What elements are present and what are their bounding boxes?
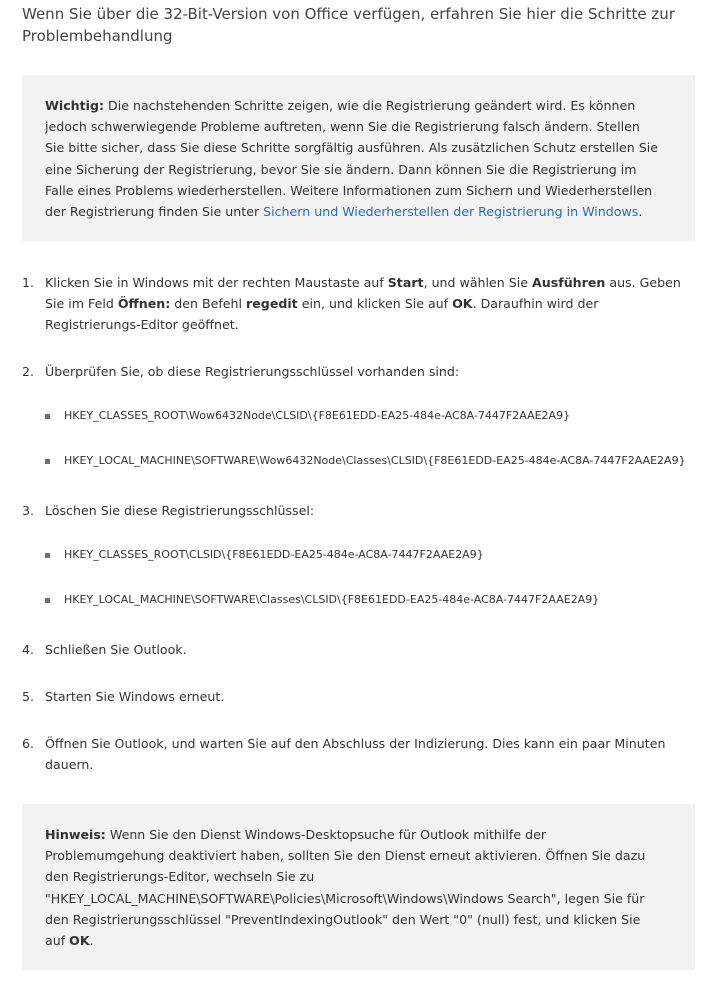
step-emphasis: Öffnen: [117, 296, 171, 312]
square-bullet-icon [45, 459, 50, 464]
step-text: Überprüfen Sie, ob diese Registrierungsschlüssel vorhanden sind: [45, 364, 460, 379]
step-emphasis: regedit [246, 296, 298, 312]
section-heading: Wenn Sie über die 32-Bit-Version von Office verfügen, erfahren Sie hier die Schritte zur Problembehandlung [22, 5, 675, 45]
step-number: 4. [22, 642, 35, 657]
step-text: Öffnen Sie Outlook, und warten Sie auf den Abschluss der Indizierung. Dies kann ein paar Minuten dauern. [45, 736, 666, 773]
important-note-text: Die nachstehenden Schritte zeigen, wie die Registrierung geändert wird. Es können jedoch schwerwiegende Probleme auftreten, wenn Sie die Registrierung falsch ändern. Stellen Sie bitte sicher, dass Sie diese Schritte sorgfältig ausführen. Als zusätzlichen Schutz erstellen Sie eine Sicherung der Registrierung, bevor Sie sie ändern. Dann können Sie die Registrierung im Falle eines Problems wiederherstellen. Weitere Informationen zum Sichern und Wiederherstellen der Registrierung finden Sie unter [45, 98, 659, 220]
step-emphasis: Start [387, 275, 424, 290]
square-bullet-icon [45, 553, 50, 558]
backup-registry-link[interactable]: Sichern und Wiederherstellen der Registrierung in Windows [263, 204, 639, 220]
step-number: 6. [22, 736, 35, 751]
registry-key: HKEY_LOCAL_MACHINE\SOFTWARE\Wow6432Node\Classes\CLSID\{F8E61EDD-EA25-484e-AC8A-7447F2AAE2A9} [64, 454, 686, 467]
step-text: Löschen Sie diese Registrierungsschlüssel: [45, 503, 315, 518]
step-number: 2. [22, 364, 35, 379]
hint-note-label: Hinweis: [45, 827, 106, 842]
hint-note-tail: . [89, 933, 94, 949]
step-text-part: ein, und klicken Sie auf [297, 296, 453, 312]
step-emphasis: Ausführen [532, 275, 606, 290]
step-number: 3. [22, 503, 35, 518]
important-note-label: Wichtig: [45, 98, 105, 113]
square-bullet-icon [45, 414, 50, 419]
registry-key: HKEY_CLASSES_ROOT\CLSID\{F8E61EDD-EA25-484e-AC8A-7447F2AAE2A9} [64, 548, 484, 561]
hint-note [22, 804, 695, 970]
step-text [45, 272, 695, 336]
step-number: 1. [22, 275, 35, 290]
step-number: 5. [22, 689, 35, 704]
step-text-part: , und wählen Sie [423, 275, 533, 290]
step-text-part: . Daraufhin wird der Registrierungs-Editor geöffnet. [45, 296, 599, 333]
important-note [22, 75, 695, 241]
registry-key: HKEY_LOCAL_MACHINE\SOFTWARE\Classes\CLSID\{F8E61EDD-EA25-484e-AC8A-7447F2AAE2A9} [64, 593, 600, 606]
hint-note-text: Wenn Sie den Dienst Windows-Desktopsuche für Outlook mithilfe der Problemumgehung deaktiviert haben, sollten Sie den Dienst erneut aktivieren. Öffnen Sie dazu den Registrierungs-Editor, wechseln Sie zu "HKEY_LOCAL_MACHINE\SOFTWARE\Policies\Microsoft\Windows\Windows Search", legen Sie für den Registrierungsschlüssel "PreventIndexingOutlook" den Wert "0" (null) fest, und klicken Sie auf [45, 827, 646, 949]
step-text-part: den Befehl [170, 296, 247, 312]
step-text: Schließen Sie Outlook. [45, 642, 187, 657]
important-note-tail: . [638, 204, 643, 220]
step-emphasis: OK [452, 296, 473, 312]
registry-key: HKEY_CLASSES_ROOT\Wow6432Node\CLSID\{F8E61EDD-EA25-484e-AC8A-7447F2AAE2A9} [64, 409, 571, 422]
hint-note-ok: OK [69, 933, 90, 949]
step-text: Starten Sie Windows erneut. [45, 689, 225, 704]
square-bullet-icon [45, 598, 50, 603]
step-text-part: Klicken Sie in Windows mit der rechten Maustaste auf [45, 275, 388, 290]
step-text-part: aus. Geben Sie im Feld [45, 275, 681, 312]
